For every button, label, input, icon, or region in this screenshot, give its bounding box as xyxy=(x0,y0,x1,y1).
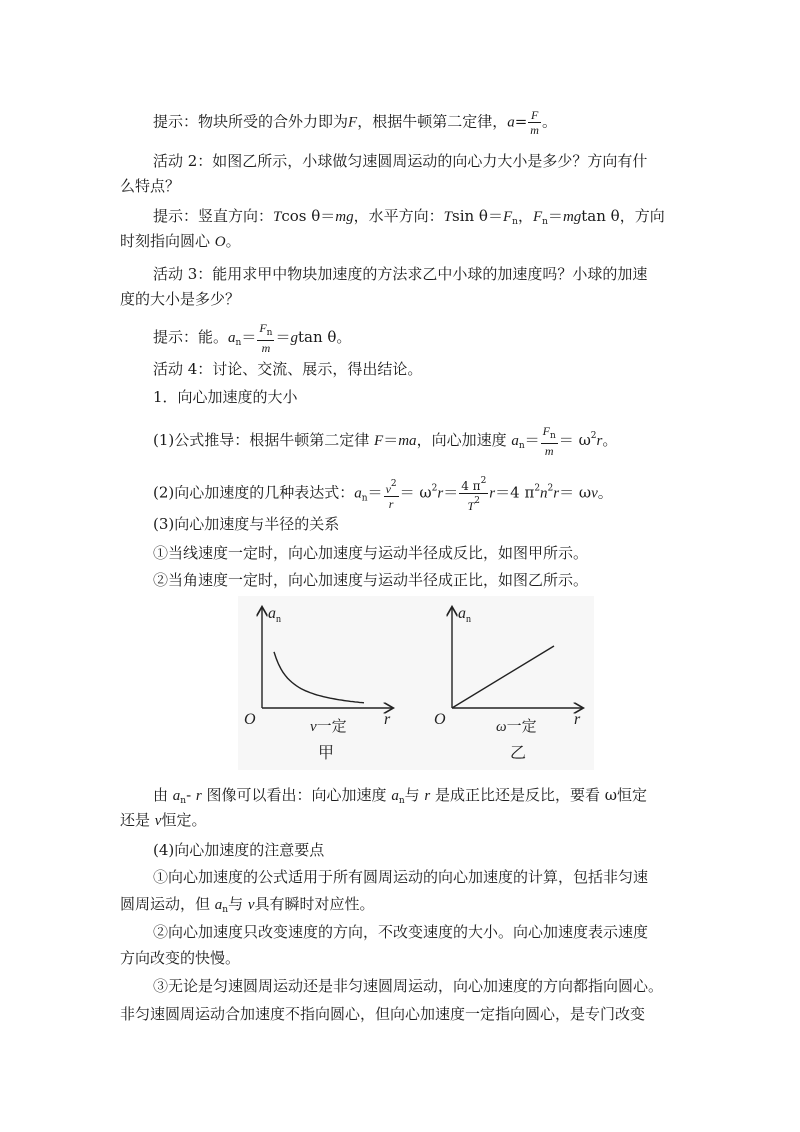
text: 。 xyxy=(602,431,618,449)
var-ma: ma xyxy=(398,433,417,449)
text: 提示：能。 xyxy=(153,328,229,346)
point-2-line xyxy=(153,474,613,513)
text: ＝ xyxy=(383,431,399,449)
subscript: n xyxy=(266,328,273,338)
text: 与 xyxy=(404,786,425,804)
denominator: m xyxy=(261,341,271,355)
case-1-line: ①当线速度一定时，向心加速度与运动半径成反比，如图甲所示。 xyxy=(153,544,589,562)
var-a: a xyxy=(354,485,362,502)
subscript: n xyxy=(361,493,368,504)
denominator: m xyxy=(530,123,539,137)
fraction-4pi2-over-T2 xyxy=(459,474,488,513)
var-mg: mg xyxy=(335,209,354,225)
text: 提示：物块所受的合外力即为 xyxy=(153,112,349,131)
subscript: n xyxy=(222,905,229,915)
right-linear-line xyxy=(452,646,554,708)
text: = xyxy=(514,112,528,131)
numerator xyxy=(541,424,558,444)
fraction-F-over-m xyxy=(528,108,541,137)
superscript: 2 xyxy=(547,483,554,494)
denominator: m xyxy=(544,444,554,458)
var-F: F xyxy=(502,209,513,225)
text: 。 xyxy=(225,232,241,250)
var-a: a xyxy=(214,897,223,913)
hint-3-line xyxy=(153,321,351,355)
note-3-line-2: 非匀速圆周运动合加速度不指向圆心，但向心加速度一定指向圆心，是专门改变 xyxy=(120,1005,646,1023)
text: tan θ。 xyxy=(297,328,352,346)
var-a: a xyxy=(391,788,399,804)
fraction-Fn-over-m xyxy=(541,424,558,458)
var-v: v xyxy=(591,485,598,502)
var-mg: mg xyxy=(562,209,582,225)
subscript: n xyxy=(180,796,187,806)
activity-2-line-2: 么特点？ xyxy=(120,177,181,195)
numerator xyxy=(459,474,488,494)
text: 时刻指向圆心 xyxy=(120,232,215,250)
right-condition: ω一定 xyxy=(496,719,537,735)
denominator xyxy=(459,494,488,513)
graph-conclusion-line-1 xyxy=(153,785,647,811)
text: ，水平方向： xyxy=(353,207,444,225)
text: ＝ ω xyxy=(399,483,432,502)
case-2-line: ②当角速度一定时，向心加速度与运动半径成正比，如图乙所示。 xyxy=(153,571,589,589)
text: ＝ xyxy=(241,328,257,346)
var-F: F xyxy=(348,114,358,131)
hint-line-1 xyxy=(153,108,557,137)
var-v: v xyxy=(385,481,391,496)
var-v: v xyxy=(247,897,255,913)
var-a: a xyxy=(228,330,236,346)
hint-2-line-1 xyxy=(153,206,665,232)
text: 提示：竖直方向： xyxy=(153,207,274,225)
text: 恒定。 xyxy=(161,811,207,829)
text: tan θ，方向 xyxy=(581,207,665,225)
denominator: r xyxy=(388,496,394,511)
left-y-label: $a_n$ xyxy=(268,605,281,625)
text: 具有瞬时对应性。 xyxy=(254,895,375,913)
left-condition: v一定 xyxy=(310,719,347,735)
text: 。 xyxy=(541,112,557,131)
graph-conclusion-line-2 xyxy=(120,810,206,831)
superscript: 2 xyxy=(474,496,480,506)
fraction-Fn-over-m xyxy=(257,321,274,355)
graphs-svg xyxy=(238,596,594,770)
superscript: 2 xyxy=(431,483,438,494)
var-T: T xyxy=(443,209,452,225)
var-a: a xyxy=(511,433,519,449)
text: 图像可以看出：向心加速度 xyxy=(201,786,392,804)
text: 。 xyxy=(597,483,613,502)
left-origin-label: O xyxy=(244,711,256,728)
var-g: g xyxy=(290,330,298,346)
fraction-v2-over-r xyxy=(384,477,399,511)
superscript: 2 xyxy=(390,478,397,489)
text: 由 xyxy=(153,786,173,804)
activity-4-line: 活动 4：讨论、交流、展示，得出结论。 xyxy=(153,360,423,378)
var-r: r xyxy=(553,485,560,502)
text: ＝4 π xyxy=(495,483,535,502)
numerator xyxy=(384,477,399,497)
note-1-line-2 xyxy=(120,894,375,920)
var-r: r xyxy=(489,485,496,502)
text: ＝ xyxy=(547,207,563,225)
superscript: 2 xyxy=(480,476,487,486)
right-y-label: $a_n$ xyxy=(458,605,471,625)
graph-right-linear xyxy=(434,605,582,762)
var-F: F xyxy=(542,424,550,438)
text: ＝ xyxy=(275,328,291,346)
note-2-line-1: ②向心加速度只改变速度的方向，不改变速度的大小。向心加速度表示速度 xyxy=(153,923,649,941)
superscript: 2 xyxy=(534,483,541,494)
var-r: r xyxy=(596,433,603,449)
hint-2-line-2 xyxy=(120,231,241,252)
section-1-heading: 1．向心加速度的大小 xyxy=(153,388,298,406)
numerator xyxy=(257,321,274,341)
subscript: n xyxy=(550,431,556,441)
subscript: n xyxy=(542,217,548,227)
var-v: v xyxy=(154,813,162,829)
text: 是成正比还是反比，要看 ω恒定 xyxy=(430,786,648,804)
text: sin θ＝ xyxy=(452,207,503,225)
text: ＝ xyxy=(443,483,459,502)
var-r: r xyxy=(195,788,202,804)
subscript: n xyxy=(512,217,518,227)
text: ＝ ω xyxy=(559,483,592,502)
graph-left-inverse xyxy=(244,605,392,762)
superscript: 2 xyxy=(590,431,597,441)
var-O: O xyxy=(214,234,226,250)
note-1-line-1: ①向心加速度的公式适用于所有圆周运动的向心加速度的计算，包括非匀速 xyxy=(153,868,649,886)
text: ＝ xyxy=(524,431,540,449)
activity-2-line-1: 活动 2：如图乙所示，小球做匀速圆周运动的向心力大小是多少？方向有什 xyxy=(153,152,648,170)
text: 还是 xyxy=(120,811,155,829)
subscript: n xyxy=(398,796,405,806)
text: ， xyxy=(517,207,533,225)
activity-3-line-2: 度的大小是多少？ xyxy=(120,290,241,308)
right-caption: 乙 xyxy=(510,745,527,762)
text: - xyxy=(186,786,196,804)
text: (1)公式推导：根据牛顿第二定律 xyxy=(153,431,375,449)
var-F: F xyxy=(374,433,384,449)
note-2-line-2: 方向改变的快慢。 xyxy=(120,949,241,967)
left-x-label: r xyxy=(384,711,391,728)
text: ＝ ω xyxy=(558,431,591,449)
note-3-line-1: ③无论是匀速圆周运动还是非匀速圆周运动，向心加速度的方向都指向圆心。 xyxy=(153,977,664,995)
var-T: T xyxy=(273,209,282,225)
text: ，根据牛顿第二定律， xyxy=(357,112,508,131)
subscript: n xyxy=(235,338,242,348)
var-a: a xyxy=(172,788,181,804)
right-origin-label: O xyxy=(434,711,446,728)
point-1-line xyxy=(153,424,617,458)
text: 4 π xyxy=(461,479,481,493)
var-a: a xyxy=(507,114,515,131)
left-inverse-curve xyxy=(274,652,364,703)
subscript: n xyxy=(518,441,525,451)
numerator: F xyxy=(528,108,541,123)
point-3-heading: (3)向心加速度与半径的关系 xyxy=(153,515,340,533)
text: ，向心加速度 xyxy=(416,431,512,449)
text: 圆周运动，但 xyxy=(120,895,215,913)
var-F: F xyxy=(259,321,267,335)
var-r: r xyxy=(437,485,444,502)
an-r-graphs-figure xyxy=(238,596,594,770)
left-caption: 甲 xyxy=(318,745,335,762)
text: cos θ＝ xyxy=(281,207,336,225)
right-x-label: r xyxy=(574,711,581,728)
text: 与 xyxy=(228,895,248,913)
var-F: F xyxy=(532,209,543,225)
var-n: n xyxy=(540,485,548,502)
var-T: T xyxy=(467,499,475,513)
var-r: r xyxy=(424,788,431,804)
text: ＝ xyxy=(367,483,383,502)
activity-3-line-1: 活动 3：能用求甲中物块加速度的方法求乙中小球的加速度吗？小球的加速 xyxy=(153,265,648,283)
point-4-heading: (4)向心加速度的注意要点 xyxy=(153,841,325,859)
text: (2)向心加速度的几种表达式： xyxy=(153,483,355,502)
